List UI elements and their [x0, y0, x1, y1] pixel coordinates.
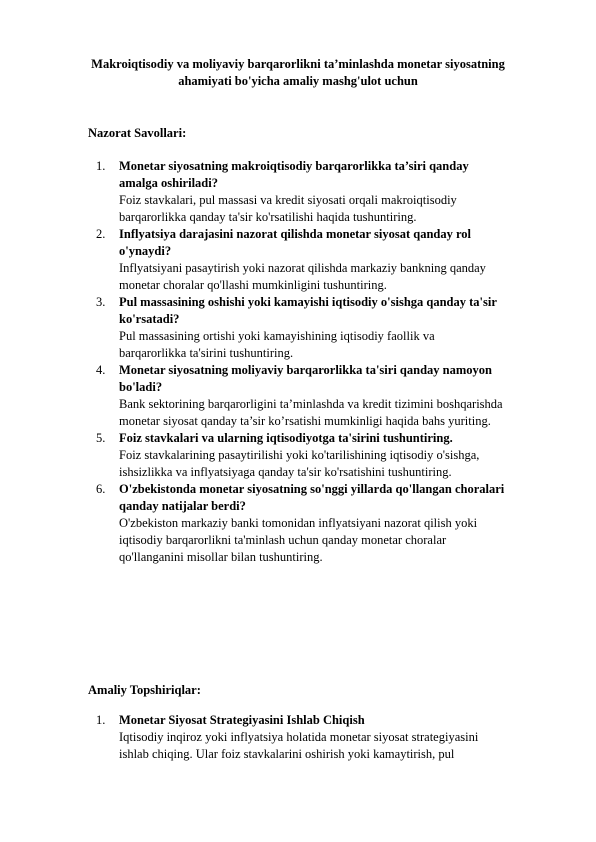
question-line: amalga oshiriladi? — [119, 176, 218, 190]
question-line: O'zbekistonda monetar siyosatning so'nggi yillarda qo'llangan choralari — [119, 482, 505, 496]
question-line: bo'ladi? — [119, 380, 163, 394]
description-line: Foiz stavkalarining pasaytirilishi yoki ko'tarilishining iqtisodiy o'sishga, — [119, 448, 480, 462]
task-title: Monetar Siyosat Strategiyasini Ishlab Chiqish — [119, 713, 365, 727]
task-list — [96, 712, 566, 763]
description-line: qo'llanganini misollar bilan tushuntiring. — [119, 550, 323, 564]
description-line: Inflyatsiyani pasaytirish yoki nazorat qilishda markaziy bankning qanday — [119, 261, 486, 275]
question-line: ko'rsatadi? — [119, 312, 180, 326]
question-line: Monetar siyosatning makroiqtisodiy barqarorlikka ta’siri qanday — [119, 159, 469, 173]
question-item — [96, 158, 566, 226]
description-line: barqarorlikka qanday ta'sir ko'rsatilishi haqida tushuntiring. — [119, 210, 417, 224]
question-item — [96, 362, 566, 430]
question-number: 1. — [96, 159, 106, 173]
description-line: monetar siyosat qanday ta’sir ko’rsatishi mumkinligi haqida bahs yuriting. — [119, 414, 491, 428]
description-line: O'zbekiston markaziy banki tomonidan inflyatsiyani nazorat qilish yoki — [119, 516, 478, 530]
question-line: Pul massasining oshishi yoki kamayishi iqtisodiy o'sishga qanday ta'sir — [119, 295, 497, 309]
question-line: o'ynaydi? — [119, 244, 172, 258]
question-number: 4. — [96, 363, 106, 377]
section-heading-nazorat: Nazorat Savollari: — [88, 126, 187, 140]
description-line: ishsizlikka va inflyatsiyaga qanday ta'sir ko'rsatishini tushuntiring. — [119, 465, 452, 479]
document-title — [60, 56, 536, 90]
description-line: Foiz stavkalari, pul massasi va kredit siyosati orqali makroiqtisodiy — [119, 193, 457, 207]
question-line: qanday natijalar berdi? — [119, 499, 246, 513]
description-line: Bank sektorining barqarorligini ta’minlashda va kredit tizimini boshqarishda — [119, 397, 503, 411]
title-line-1: Makroiqtisodiy va moliyaviy barqarorlikni ta’minlashda monetar siyosatning — [91, 57, 505, 71]
description-line: Iqtisodiy inqiroz yoki inflyatsiya holatida monetar siyosat strategiyasini — [119, 730, 479, 744]
question-item — [96, 430, 566, 481]
question-item — [96, 294, 566, 362]
question-number: 3. — [96, 295, 106, 309]
section-heading-amaliy: Amaliy Topshiriqlar: — [88, 683, 201, 697]
description-line: barqarorlikka ta'sirini tushuntiring. — [119, 346, 294, 360]
question-item — [96, 226, 566, 294]
description-line: iqtisodiy barqarorlikni ta'minlash uchun qanday monetar choralar — [119, 533, 447, 547]
question-number: 2. — [96, 227, 106, 241]
question-item — [96, 481, 566, 566]
description-line: Pul massasining ortishi yoki kamayishining iqtisodiy faollik va — [119, 329, 435, 343]
question-line: Inflyatsiya darajasini nazorat qilishda monetar siyosat qanday rol — [119, 227, 472, 241]
task-item — [96, 712, 566, 763]
question-number: 5. — [96, 431, 106, 445]
task-number: 1. — [96, 713, 106, 727]
title-line-2: ahamiyati bo'yicha amaliy mashg'ulot uchun — [178, 74, 418, 88]
question-line: Foiz stavkalari va ularning iqtisodiyotga ta'sirini tushuntiring. — [119, 431, 453, 445]
question-line: Monetar siyosatning moliyaviy barqarorlikka ta'siri qanday namoyon — [119, 363, 492, 377]
question-list — [96, 158, 566, 566]
description-line: ishlab chiqing. Ular foiz stavkalarini oshirish yoki kamaytirish, pul — [119, 747, 455, 761]
question-number: 6. — [96, 482, 106, 496]
description-line: monetar choralar qo'llashi mumkinligini tushuntiring. — [119, 278, 387, 292]
